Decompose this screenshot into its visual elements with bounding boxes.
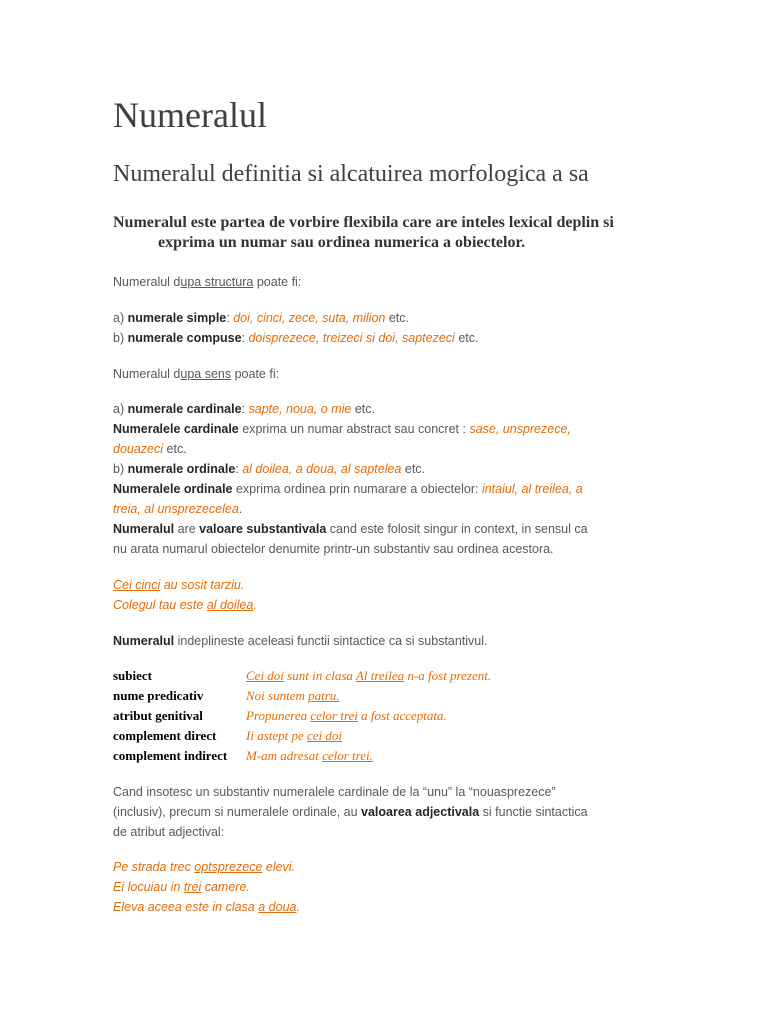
underlined-numeral: Al treilea (355, 668, 405, 683)
item-prefix: a) (113, 311, 128, 325)
functii-paragraph (113, 631, 648, 651)
example-text: Propunerea (246, 708, 311, 723)
etc: etc. (163, 442, 187, 456)
function-label: nume predicativ (113, 688, 204, 703)
example-text: Noi suntem (246, 688, 309, 703)
definition-line-2: exprima un numar sau ordinea numerica a obiectelor. (158, 234, 526, 251)
text: exprima ordinea prin numarare a obiectelor: (232, 482, 482, 496)
function-label: atribut genitival (113, 708, 203, 723)
cardinale-definition (113, 419, 648, 439)
example-text: Pe strada trec (113, 860, 195, 874)
example-text: . (296, 900, 300, 914)
underlined-numeral: Cei doi (246, 668, 284, 683)
etc: etc. (454, 331, 479, 345)
function-example (246, 706, 447, 726)
example-text: Ei locuiau in (113, 880, 184, 894)
function-example (246, 746, 373, 766)
examples-substantival (113, 575, 648, 615)
examples: doisprezece, treizeci si doi, saptezeci (248, 331, 455, 345)
example-text: n-a fost prezent. (404, 668, 492, 683)
ordinale-definition-cont (113, 499, 648, 519)
example-text: elevi. (262, 860, 296, 874)
term: Numeralele ordinale (113, 482, 233, 496)
page-subtitle: Numeralul definitia si alcatuirea morfologica a sa (113, 161, 589, 187)
paragraph-line-2 (113, 802, 648, 822)
etc: etc. (401, 462, 426, 476)
underlined-numeral: a doua (258, 900, 297, 914)
text: (inclusiv), precum si numeralele ordinale, au (113, 805, 362, 819)
sens-intro-text: Numeralul d (113, 367, 181, 381)
cardinale-definition-cont (113, 439, 648, 459)
page-title: Numeralul (113, 95, 267, 135)
function-label: complement direct (113, 728, 217, 743)
example-line-1 (113, 575, 648, 595)
example-text: a fost acceptata. (357, 708, 447, 723)
colon: : (241, 402, 249, 416)
period: . (238, 502, 243, 516)
text: cand este folosit singur in context, in sensul ca (326, 522, 588, 536)
structura-intro (113, 272, 648, 292)
examples: douazeci (113, 442, 164, 456)
sens-item-a (113, 399, 648, 419)
term: valoare substantivala (199, 522, 327, 536)
underlined-numeral: trei (183, 880, 202, 894)
item-prefix: b) (113, 331, 128, 345)
etc: etc. (351, 402, 375, 416)
example-text: camere. (201, 880, 250, 894)
term: Numeralele cardinale (113, 422, 239, 436)
structura-list (113, 308, 648, 348)
term: numerale ordinale (127, 462, 236, 476)
example-line-2 (113, 877, 648, 897)
adjectival-paragraph (113, 782, 648, 842)
examples: doi, cinci, zece, suta, milion (233, 311, 386, 325)
examples: sapte, noua, o mie (248, 402, 352, 416)
underlined-numeral: Cei cinci (113, 578, 161, 592)
example-line-3 (113, 897, 648, 917)
sens-link[interactable]: upa sens (180, 367, 232, 381)
function-label: subiect (113, 668, 152, 683)
sens-intro-tail: poate fi: (231, 367, 280, 381)
function-example (246, 726, 342, 746)
term: numerale simple (127, 311, 227, 325)
underlined-numeral: patru. (308, 688, 340, 703)
period: . (253, 598, 257, 612)
term: valoarea adjectivala (361, 805, 480, 819)
examples: treia, al unsprezecelea (113, 502, 239, 516)
sens-item-b (113, 459, 648, 479)
term: numerale cardinale (127, 402, 242, 416)
ordinale-definition (113, 479, 648, 499)
colon: : (226, 311, 234, 325)
paragraph-line-1: Cand insotesc un substantiv numeralele cardinale de la “unu” la “nouasprezece” (113, 785, 556, 799)
examples-adjectival (113, 857, 648, 917)
item-prefix: a) (113, 402, 128, 416)
underlined-numeral: al doilea (206, 598, 254, 612)
text: si functie sintactica (479, 805, 588, 819)
definition-heading (113, 213, 653, 253)
example-text: Eleva aceea este in clasa (113, 900, 259, 914)
term: Numeralul (113, 522, 175, 536)
sens-list (113, 399, 648, 559)
substantival-definition (113, 519, 648, 539)
colon: : (241, 331, 249, 345)
item-prefix: b) (113, 462, 128, 476)
example-text: Ii astept pe (246, 728, 308, 743)
structura-intro-text: Numeralul d (113, 275, 181, 289)
example-line-2 (113, 595, 648, 615)
underlined-numeral: celor trei. (322, 748, 373, 763)
text: exprima un numar abstract sau concret : (238, 422, 470, 436)
function-example (246, 666, 491, 686)
term: Numeralul (113, 634, 175, 648)
example-text: Colegul tau este (113, 598, 207, 612)
underlined-numeral: optsprezece (194, 860, 263, 874)
substantival-definition-cont: nu arata numarul obiectelor denumite printr-un substantiv sau ordinea acestora. (113, 542, 554, 556)
examples: sase, unsprezece, (469, 422, 571, 436)
examples: intaiul, al treilea, a (481, 482, 583, 496)
structura-item-a (113, 308, 648, 328)
paragraph-line-3: de atribut adjectival: (113, 825, 225, 839)
structura-link[interactable]: upa structura (180, 275, 254, 289)
underlined-numeral: cei doi (307, 728, 343, 743)
example-text: M-am adresat (246, 748, 323, 763)
structura-intro-tail: poate fi: (253, 275, 302, 289)
term: numerale compuse (127, 331, 242, 345)
text: indeplineste aceleasi functii sintactice ca si substantivul. (174, 634, 488, 648)
structura-item-b (113, 328, 648, 348)
example-text: sunt in clasa (283, 668, 356, 683)
sens-intro (113, 364, 648, 384)
colon: : (235, 462, 243, 476)
underlined-numeral: celor trei (310, 708, 358, 723)
etc: etc. (385, 311, 409, 325)
text: are (174, 522, 200, 536)
function-example (246, 686, 340, 706)
definition-line-1: Numeralul este partea de vorbire flexibila care are inteles lexical deplin si (113, 214, 614, 231)
examples: al doilea, a doua, al saptelea (242, 462, 402, 476)
example-line-1 (113, 857, 648, 877)
function-label: complement indirect (113, 748, 228, 763)
example-text: au sosit tarziu. (160, 578, 245, 592)
